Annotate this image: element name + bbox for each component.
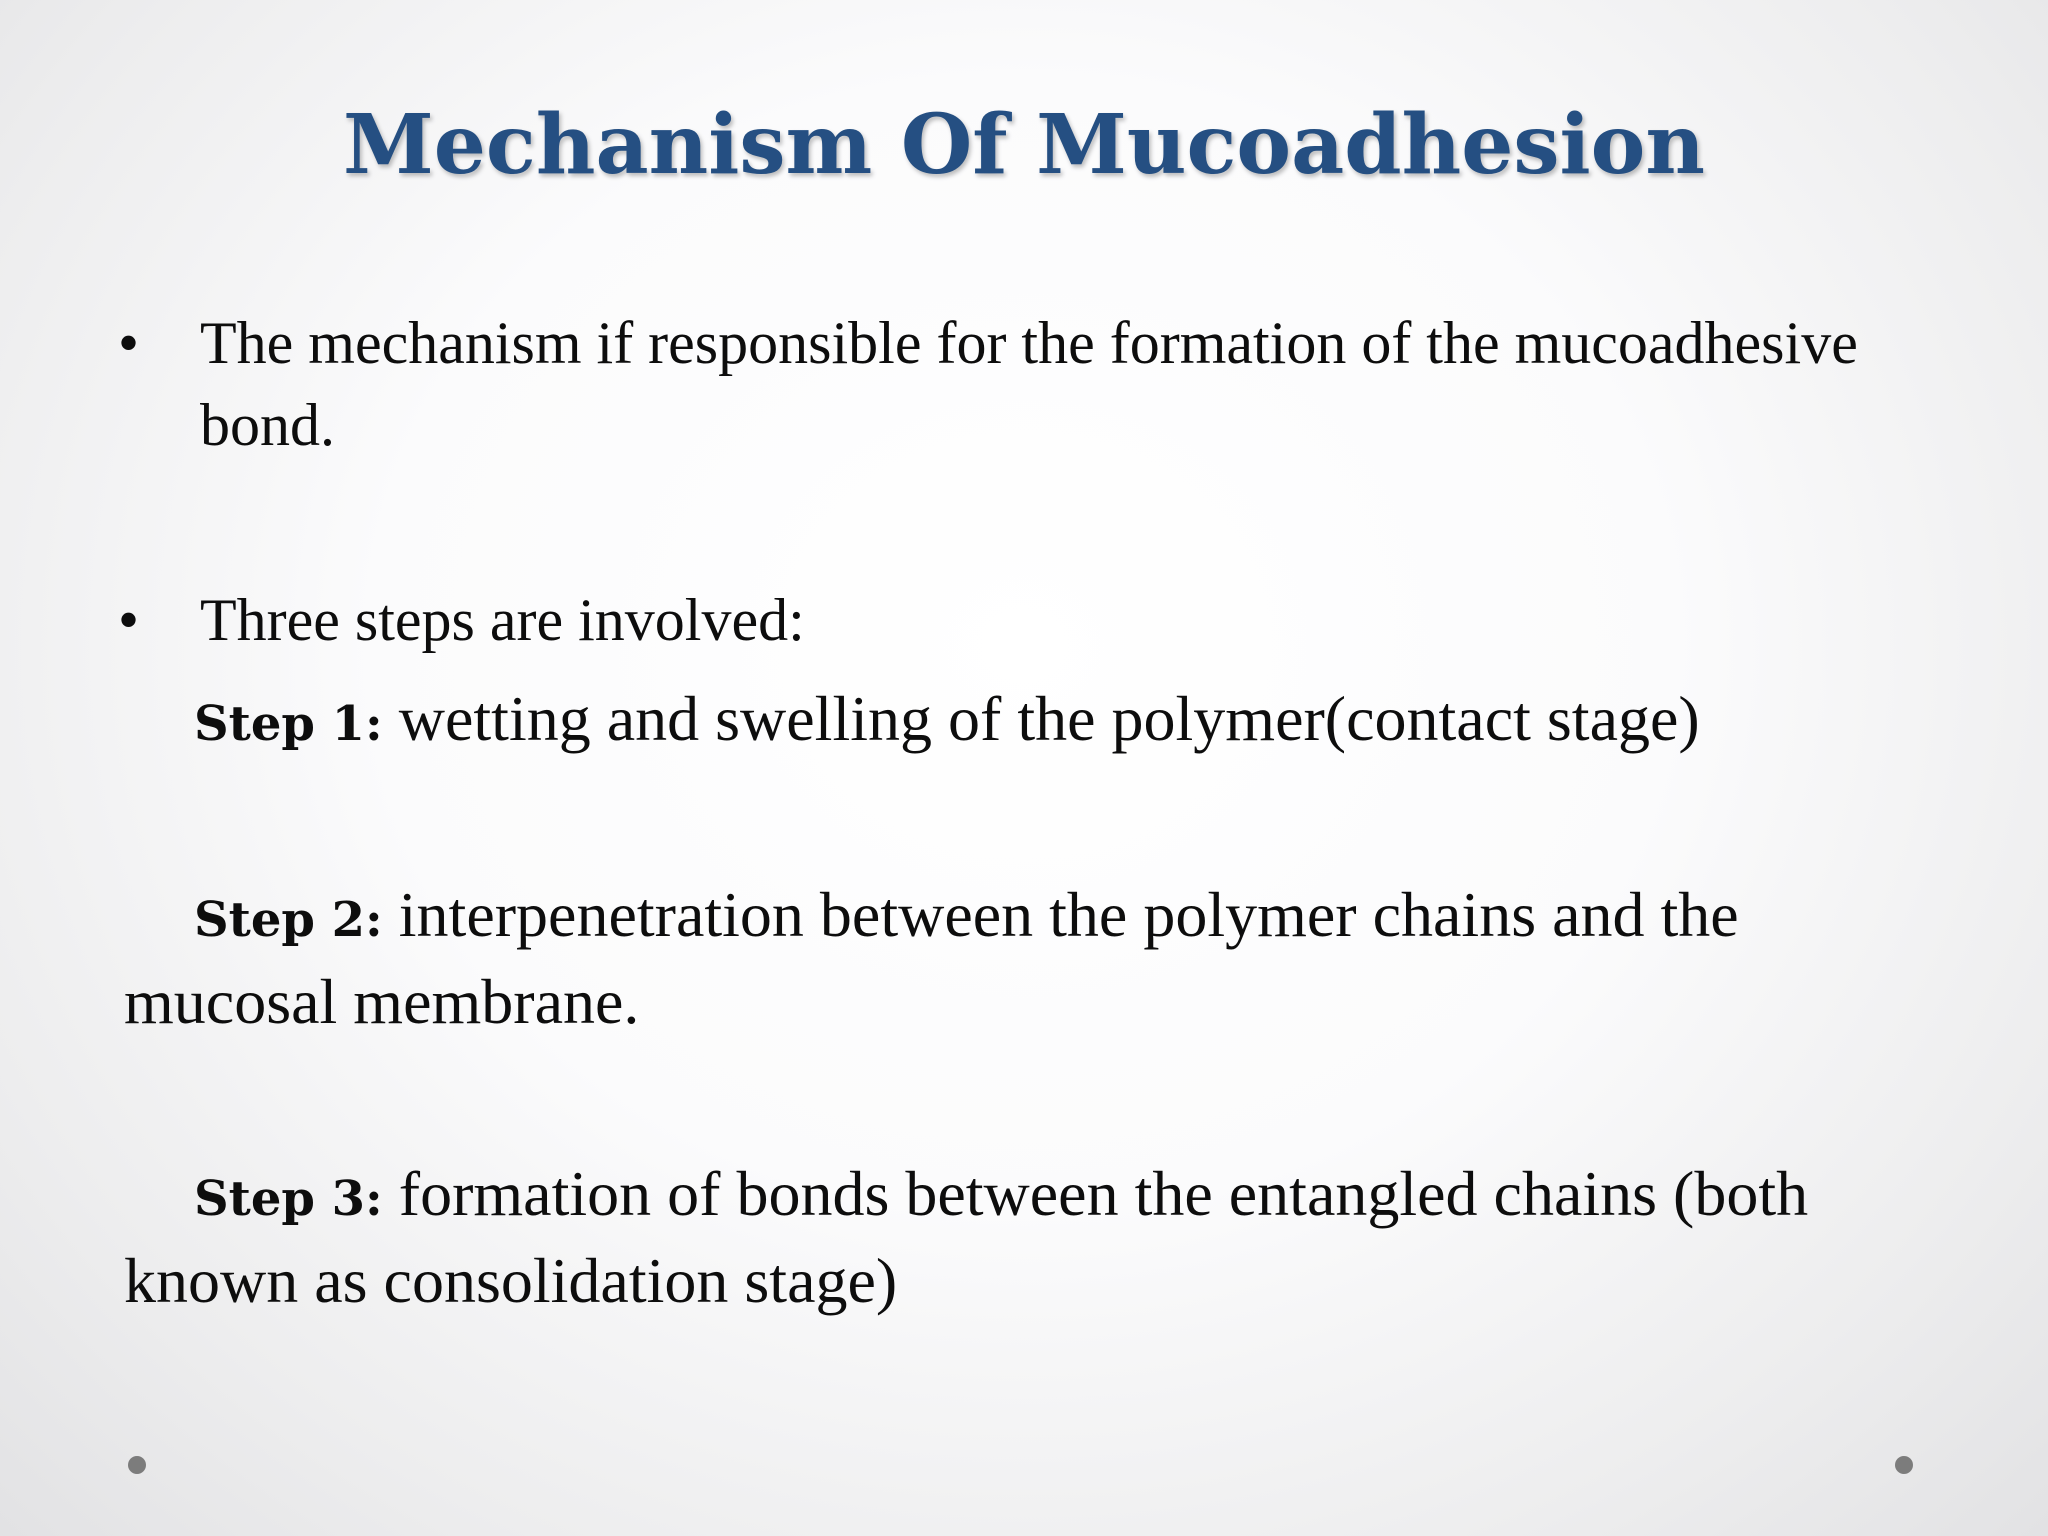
bullet-symbol: • — [118, 587, 140, 653]
bullet-symbol: • — [118, 310, 140, 376]
step-text: wetting and swelling of the polymer(contact stage) — [382, 683, 1700, 754]
step-label: Step 1: — [194, 696, 383, 752]
step-text: formation of bonds between the entangled chains (both known as consolidation stage) — [124, 1158, 1809, 1316]
step-label: Step 2: — [194, 892, 383, 948]
step-item-2 — [124, 874, 1924, 1043]
bullet-text: Three steps are involved: — [200, 587, 805, 653]
step-item-3 — [124, 1153, 1924, 1322]
footer-dot-right — [1895, 1456, 1913, 1474]
bullet-text: The mechanism if responsible for the formation of the mucoadhesive bond. — [200, 310, 1858, 458]
step-item-1 — [124, 678, 1924, 765]
slide-title: Mechanism Of Mucoadhesion — [342, 97, 1705, 193]
step-text: interpenetration between the polymer chains and the mucosal membrane. — [124, 879, 1739, 1037]
footer-dot-left — [128, 1456, 146, 1474]
step-label: Step 3: — [194, 1171, 383, 1227]
